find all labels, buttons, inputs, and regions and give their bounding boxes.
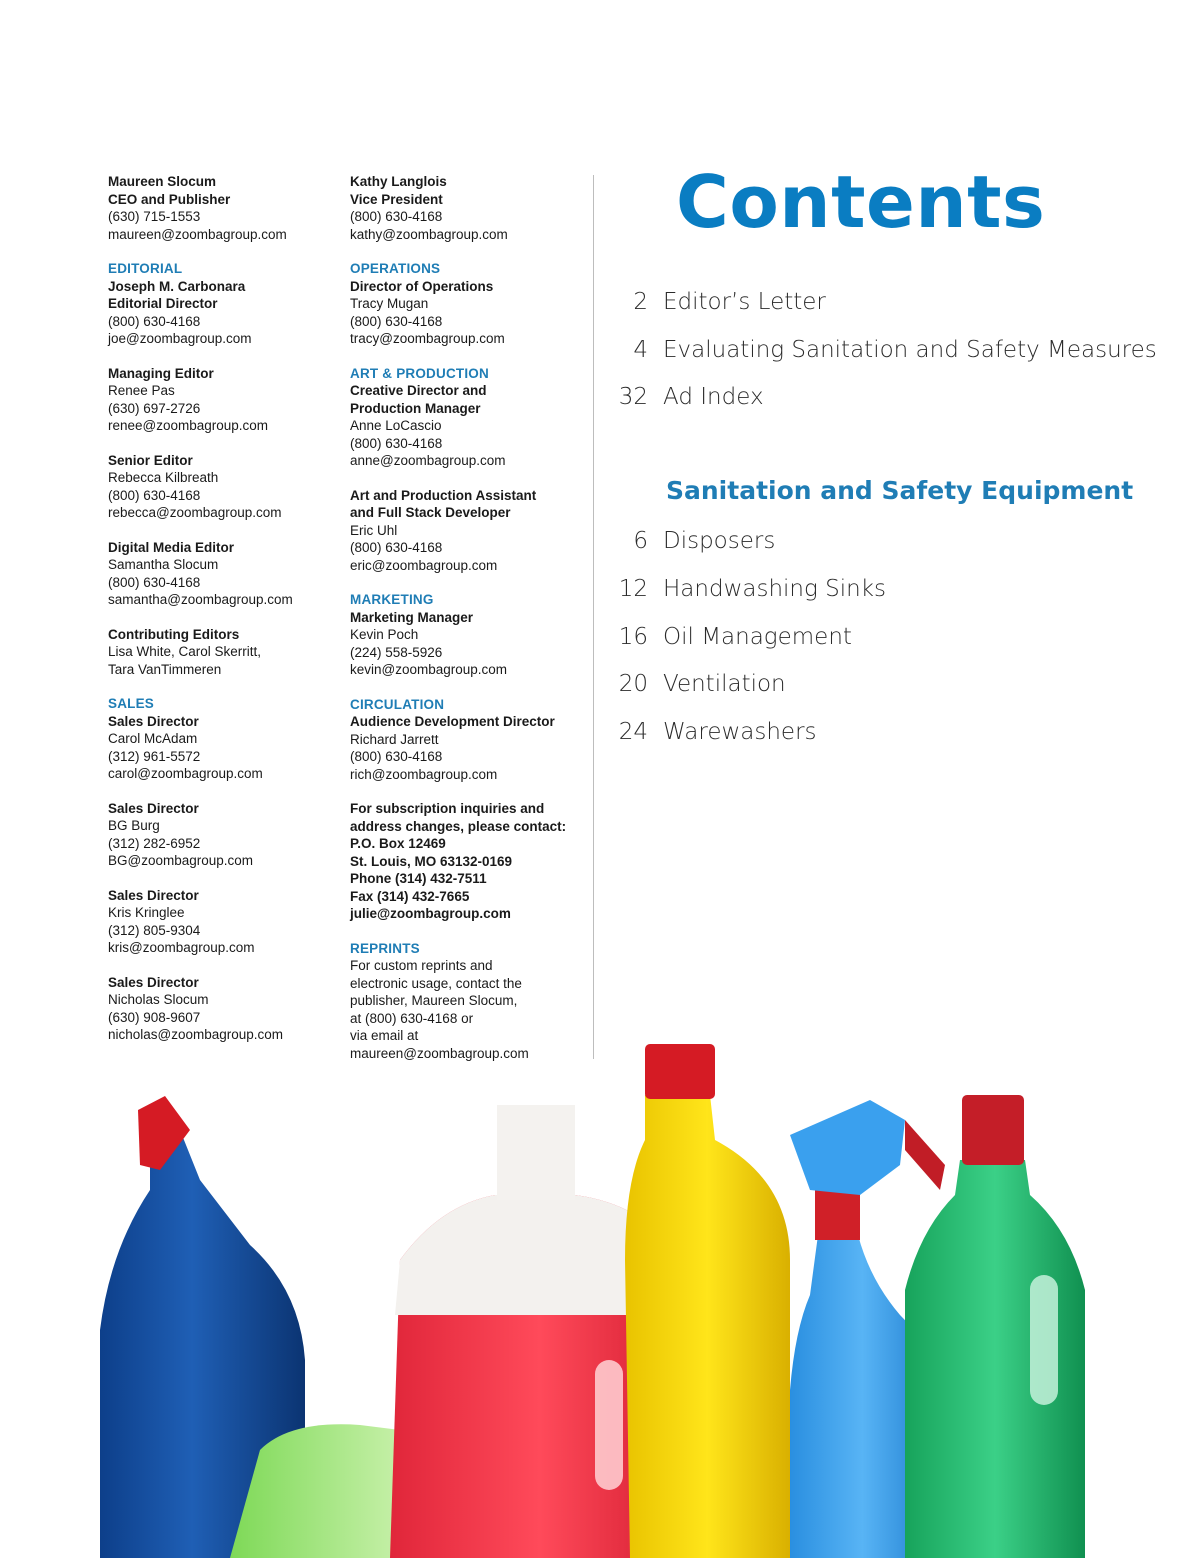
masthead-entry [108, 887, 338, 957]
masthead-line: Renee Pas [108, 383, 175, 398]
toc-page-number: 4 [633, 337, 648, 363]
toc-page-number: 2 [633, 289, 648, 315]
masthead-line: (800) 630-4168 [350, 209, 443, 224]
masthead-bold-line: Kathy Langlois [350, 174, 447, 189]
masthead-section-label: SALES [108, 696, 155, 711]
toc-title: Ad Index [663, 384, 764, 410]
masthead-bold-line: Audience Development Director [350, 714, 555, 729]
masthead-bold-line: Production Manager [350, 400, 481, 416]
masthead-section-label: OPERATIONS [350, 261, 441, 276]
masthead-line: Anne LoCascio [350, 418, 442, 433]
email-link[interactable]: kathy@zoombagroup.com [350, 226, 508, 242]
masthead-line: (800) 630-4168 [350, 435, 443, 451]
masthead-line: (800) 630-4168 [108, 574, 201, 590]
spray-bottle-cap [815, 1190, 860, 1240]
masthead-line: Tara VanTimmeren [108, 661, 222, 677]
masthead-bold-line: Director of Operations [350, 278, 494, 294]
masthead-line: Lisa White, Carol Skerritt, [108, 644, 262, 659]
masthead-entry [108, 173, 338, 243]
email-link[interactable]: anne@zoombagroup.com [350, 453, 506, 468]
email-link[interactable]: eric@zoombagroup.com [350, 557, 498, 573]
toc-title: Evaluating Sanitation and Safety Measures [663, 337, 1157, 363]
masthead-line: (312) 961-5572 [108, 748, 201, 764]
masthead-entry [108, 800, 338, 870]
masthead-line: BG Burg [108, 818, 160, 833]
masthead-bold-line: Senior Editor [108, 452, 193, 468]
toc-page-number: 24 [618, 719, 648, 745]
spray-nozzle [905, 1120, 945, 1190]
email-link[interactable]: tracy@zoombagroup.com [350, 331, 505, 346]
page-title: Contents [676, 160, 1046, 244]
masthead-line: electronic usage, contact the [350, 975, 522, 991]
masthead-bold-line: Art and Production Assistant [350, 487, 537, 503]
email-link[interactable]: nicholas@zoombagroup.com [108, 1027, 284, 1042]
red-jug-neck [497, 1105, 575, 1200]
masthead-line: publisher, Maureen Slocum, [350, 993, 518, 1008]
email-link[interactable]: rich@zoombagroup.com [350, 766, 498, 782]
masthead-entry [350, 173, 585, 243]
masthead-section-label: REPRINTS [350, 940, 420, 956]
email-link[interactable]: renee@zoombagroup.com [108, 418, 269, 433]
masthead-bold-line: CEO and Publisher [108, 191, 231, 207]
toc-item[interactable] [600, 671, 786, 697]
section-heading: Sanitation and Safety Equipment [666, 476, 1134, 505]
masthead-line: (800) 630-4168 [350, 749, 443, 764]
masthead-line: Rebecca Kilbreath [108, 470, 219, 485]
masthead-bold-line: P.O. Box 12469 [350, 836, 446, 851]
yellow-bottle-cap [645, 1044, 715, 1099]
toc-item[interactable] [600, 384, 764, 410]
masthead-bold-line: Editorial Director [108, 296, 218, 311]
masthead-bold-line: Sales Director [108, 974, 199, 990]
masthead-line: (224) 558-5926 [350, 644, 443, 660]
masthead-section-label: EDITORIAL [108, 261, 183, 276]
email-link[interactable]: carol@zoombagroup.com [108, 766, 263, 781]
email-link[interactable]: maureen@zoombagroup.com [108, 226, 287, 242]
masthead-line: (800) 630-4168 [350, 313, 443, 329]
masthead-entry [350, 260, 585, 348]
email-link[interactable]: joe@zoombagroup.com [108, 331, 252, 346]
masthead-bold-line: For subscription inquiries and [350, 801, 545, 816]
masthead-line: Samantha Slocum [108, 557, 219, 572]
masthead-entry [350, 591, 585, 679]
masthead-bold-line: Sales Director [108, 713, 199, 729]
masthead-line: (800) 630-4168 [108, 313, 201, 329]
masthead-bold-line: Maureen Slocum [108, 174, 217, 189]
masthead-line: Kris Kringlee [108, 905, 185, 920]
toc-item[interactable] [600, 337, 1157, 363]
toc-title: Editor’s Letter [663, 289, 826, 315]
toc-item[interactable] [600, 289, 826, 315]
masthead-line: (630) 697-2726 [108, 400, 201, 416]
toc-title: Warewashers [663, 719, 817, 745]
toc-title: Disposers [663, 528, 776, 554]
masthead-bold-line: Fax (314) 432-7665 [350, 888, 470, 904]
masthead-line: Tracy Mugan [350, 296, 429, 311]
masthead-entry [350, 696, 585, 784]
masthead-entry [108, 452, 338, 522]
masthead-line: (312) 282-6952 [108, 835, 201, 851]
masthead-line: Richard Jarrett [350, 731, 439, 747]
green-bottle-cap [962, 1095, 1024, 1165]
masthead-bold-line: Managing Editor [108, 365, 214, 381]
masthead-section-label: CIRCULATION [350, 696, 445, 712]
masthead-entry [350, 800, 585, 923]
email-link[interactable]: rebecca@zoombagroup.com [108, 505, 282, 520]
toc-item[interactable] [600, 528, 775, 554]
masthead-right-column [350, 173, 585, 1079]
email-link[interactable]: kevin@zoombagroup.com [350, 662, 508, 677]
masthead-bold-line: Phone (314) 432-7511 [350, 871, 487, 886]
masthead-line: Carol McAdam [108, 731, 198, 746]
toc-title: Handwashing Sinks [663, 576, 886, 602]
masthead-bold-line: Vice President [350, 191, 443, 207]
column-divider [593, 175, 594, 1059]
masthead-bold-line: Joseph M. Carbonara [108, 278, 246, 294]
masthead-line: (312) 805-9304 [108, 922, 201, 938]
email-link[interactable]: samantha@zoombagroup.com [108, 592, 293, 607]
cleaning-bottles-photo [0, 1030, 1200, 1558]
masthead-line: Eric Uhl [350, 522, 398, 538]
masthead-line: (800) 630-4168 [108, 487, 201, 503]
masthead-section-label: MARKETING [350, 592, 434, 607]
masthead-line: at (800) 630-4168 or [350, 1010, 474, 1026]
masthead-bold-line: St. Louis, MO 63132-0169 [350, 853, 513, 869]
masthead-bold-line: Sales Director [108, 800, 199, 816]
masthead-line: (630) 908-9607 [108, 1009, 201, 1025]
toc-item[interactable] [600, 719, 817, 745]
yellow-bottle [625, 1095, 790, 1558]
masthead-line: Kevin Poch [350, 627, 419, 642]
email-link[interactable]: kris@zoombagroup.com [108, 940, 255, 955]
toc-title: Oil Management [663, 624, 852, 650]
masthead-bold-line: address changes, please contact: [350, 818, 567, 834]
masthead-bold-line: Creative Director and [350, 383, 487, 398]
masthead-entry [108, 539, 338, 609]
green-bottle-handle-hole [1030, 1275, 1058, 1405]
masthead-bold-line: julie@zoombagroup.com [350, 906, 511, 921]
masthead-bold-line: Sales Director [108, 887, 199, 903]
masthead-line: (800) 630-4168 [350, 540, 443, 555]
masthead-line: For custom reprints and [350, 958, 493, 973]
masthead-line: Nicholas Slocum [108, 992, 209, 1007]
toc-page-number: 12 [618, 576, 648, 602]
masthead-bold-line: Digital Media Editor [108, 539, 235, 555]
email-link[interactable]: maureen@zoombagroup.com [350, 1045, 529, 1061]
masthead-entry [108, 626, 338, 679]
masthead-line: (630) 715-1553 [108, 209, 201, 224]
masthead-entry [350, 487, 585, 575]
email-link[interactable]: BG@zoombagroup.com [108, 853, 254, 868]
toc-page-number: 6 [633, 528, 648, 554]
masthead-left-column [108, 173, 338, 1061]
red-jug-handle-hole [595, 1360, 623, 1490]
masthead-entry [108, 695, 338, 783]
toc-item[interactable] [600, 624, 852, 650]
toc-title: Ventilation [663, 671, 786, 697]
masthead-line: via email at [350, 1028, 419, 1043]
toc-page-number: 20 [618, 671, 648, 697]
masthead-bold-line: Marketing Manager [350, 609, 474, 625]
toc-page-number: 16 [618, 624, 648, 650]
masthead-entry [350, 365, 585, 470]
spray-trigger [790, 1100, 905, 1195]
toc-item[interactable] [600, 576, 886, 602]
toc-page-number: 32 [618, 384, 648, 410]
masthead-bold-line: Contributing Editors [108, 626, 240, 642]
masthead-entry [108, 365, 338, 435]
masthead-bold-line: and Full Stack Developer [350, 505, 511, 520]
masthead-section-label: ART & PRODUCTION [350, 365, 489, 381]
masthead-entry [108, 260, 338, 348]
